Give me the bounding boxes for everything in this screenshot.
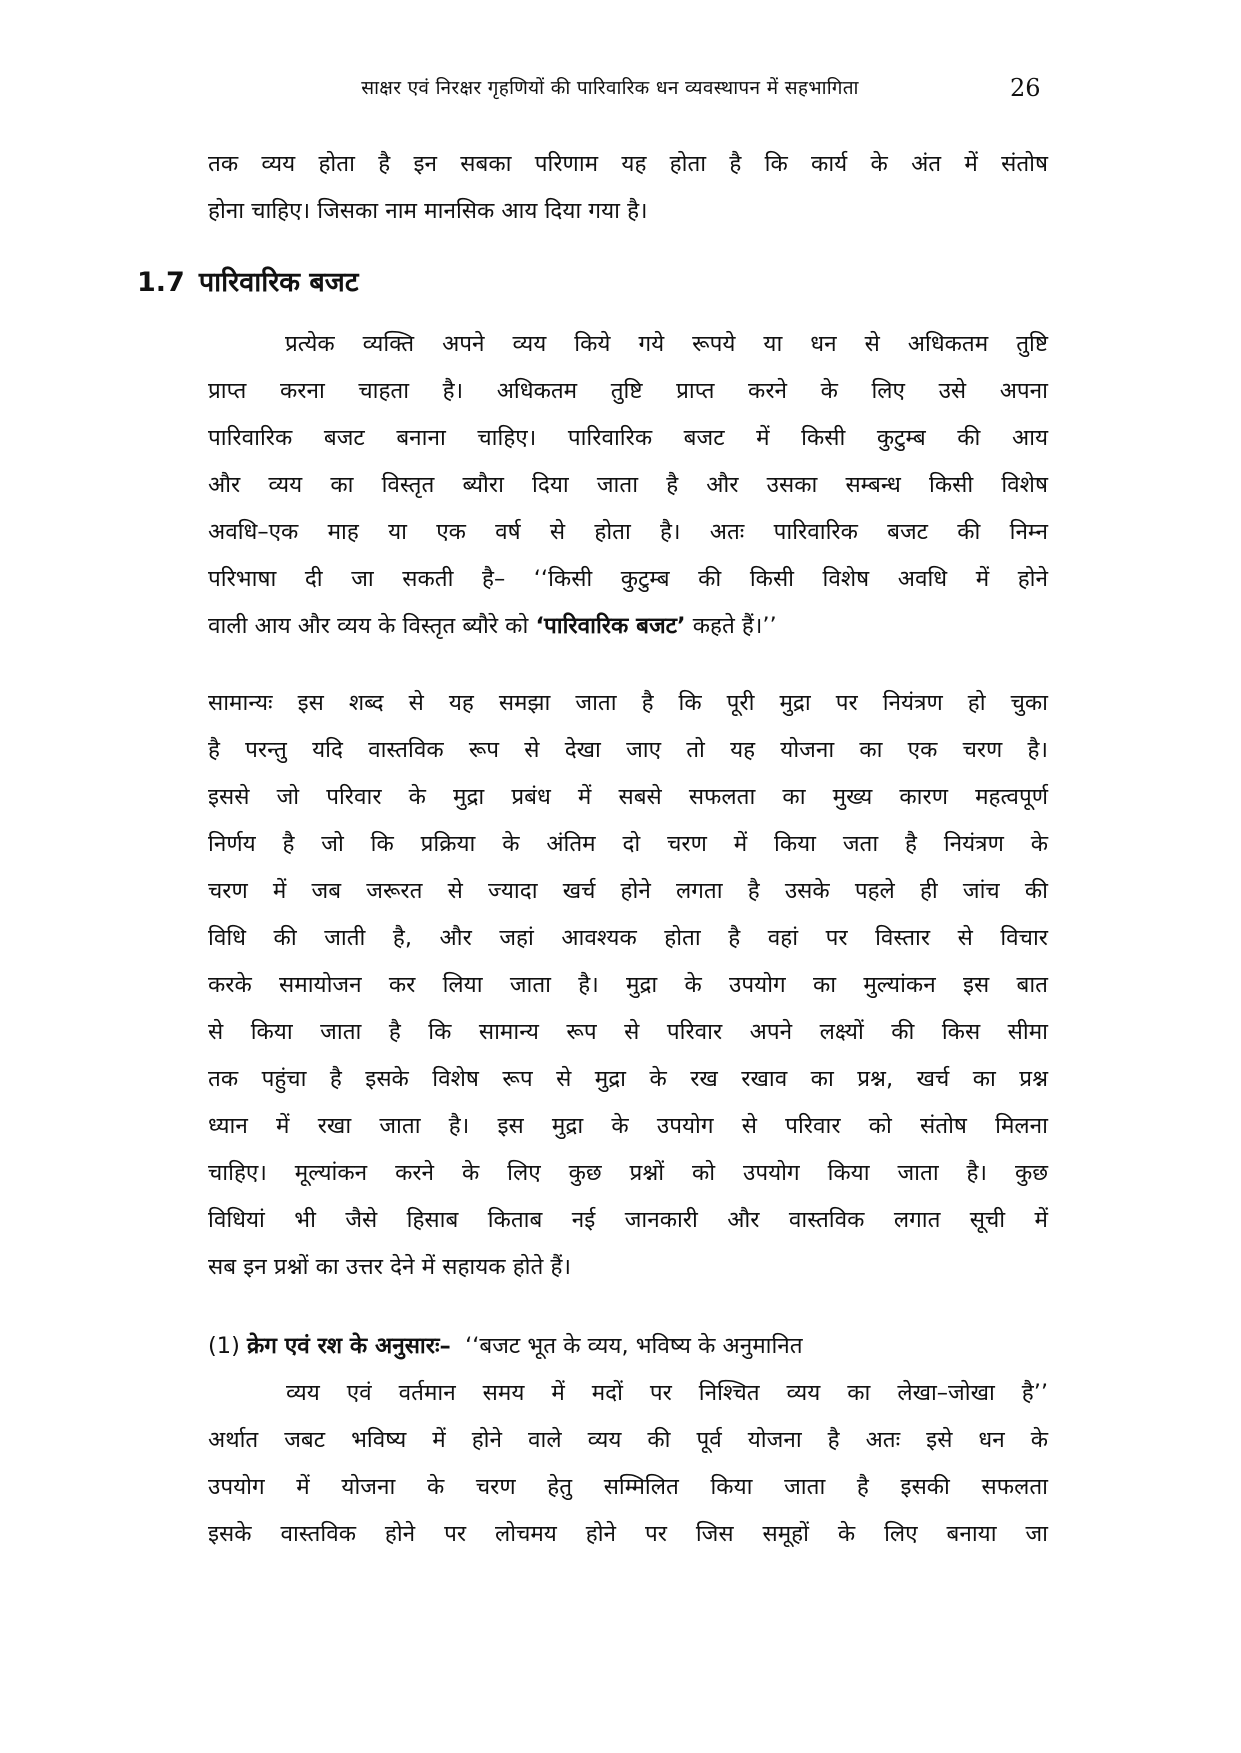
text-line: सामान्यः इस शब्द से यह समझा जाता है कि पूरी मुद्रा पर नियंत्रण हो चुका bbox=[208, 690, 1048, 716]
text-line: चरण में जब जरूरत से ज्यादा खर्च होने लगता है उसके पहले ही जांच की bbox=[208, 878, 1048, 904]
text-line: निर्णय है जो कि प्रक्रिया के अंतिम दो चरण में किया जता है नियंत्रण के bbox=[208, 831, 1048, 857]
text-line: ध्यान में रखा जाता है। इस मुद्रा के उपयोग से परिवार को संतोष मिलना bbox=[208, 1113, 1048, 1139]
text-line: अर्थात जबट भविष्य में होने वाले व्यय की पूर्व योजना है अतः इसे धन के bbox=[208, 1427, 1048, 1453]
text-span: कहते हैं।’’ bbox=[685, 613, 777, 639]
definition-quote: ‘‘बजट भूत के व्यय, भविष्य के अनुमानित bbox=[465, 1333, 803, 1359]
text-line: तक व्यय होता है इन सबका परिणाम यह होता है कि कार्य के अंत में संतोष bbox=[208, 151, 1048, 177]
text-line: पारिवारिक बजट बनाना चाहिए। पारिवारिक बजट में किसी कुटुम्ब की आय bbox=[208, 425, 1048, 451]
section-heading bbox=[137, 262, 358, 299]
text-line: होना चाहिए। जिसका नाम मानसिक आय दिया गया है। bbox=[208, 198, 648, 224]
page-number: 26 bbox=[1010, 74, 1041, 102]
text-line: प्राप्त करना चाहता है। अधिकतम तुष्टि प्राप्त करने के लिए उसे अपना bbox=[208, 378, 1048, 404]
text-line: तक पहुंचा है इसके विशेष रूप से मुद्रा के रख रखाव का प्रश्न, खर्च का प्रश्न bbox=[208, 1066, 1048, 1092]
text-line: है परन्तु यदि वास्तविक रूप से देखा जाए तो यह योजना का एक चरण है। bbox=[208, 737, 1048, 763]
text-line: विधि की जाती है, और जहां आवश्यक होता है वहां पर विस्तार से विचार bbox=[208, 925, 1048, 951]
section-title: पारिवारिक बजट bbox=[198, 267, 359, 298]
text-span: वाली आय और व्यय के विस्तृत ब्यौरे को bbox=[208, 613, 536, 639]
text-line: करके समायोजन कर लिया जाता है। मुद्रा के उपयोग का मुल्यांकन इस बात bbox=[208, 972, 1048, 998]
text-line: प्रत्येक व्यक्ति अपने व्यय किये गये रूपये या धन से अधिकतम तुष्टि bbox=[285, 331, 1048, 357]
definition-number: (1) bbox=[208, 1333, 240, 1359]
text-line: परिभाषा दी जा सकती है– ‘‘किसी कुटुम्ब की किसी विशेष अवधि में होने bbox=[208, 566, 1048, 592]
bold-term: ‘पारिवारिक बजट’ bbox=[535, 613, 686, 639]
text-line: से किया जाता है कि सामान्य रूप से परिवार अपने लक्ष्यों की किस सीमा bbox=[208, 1019, 1048, 1045]
text-line: अवधि–एक माह या एक वर्ष से होता है। अतः पारिवारिक बजट की निम्न bbox=[208, 519, 1048, 545]
text-line: सब इन प्रश्नों का उत्तर देने में सहायक होते हैं। bbox=[208, 1254, 571, 1280]
text-line: चाहिए। मूल्यांकन करने के लिए कुछ प्रश्नों को उपयोग किया जाता है। कुछ bbox=[208, 1160, 1048, 1186]
text-line: विधियां भी जैसे हिसाब किताब नई जानकारी और वास्तविक लगात सूची में bbox=[208, 1207, 1048, 1233]
definition-author: क्रेग एवं रश के अनुसारः– bbox=[247, 1333, 451, 1359]
running-header: साक्षर एवं निरक्षर गृहणियों की पारिवारिक धन व्यवस्थापन में सहभागिता bbox=[361, 77, 859, 99]
definition-line bbox=[208, 1330, 1048, 1362]
text-line bbox=[208, 610, 1048, 642]
text-line: इससे जो परिवार के मुद्रा प्रबंध में सबसे सफलता का मुख्य कारण महत्वपूर्ण bbox=[208, 784, 1048, 810]
text-line: व्यय एवं वर्तमान समय में मदों पर निश्चित व्यय का लेखा–जोखा है’’ bbox=[286, 1380, 1048, 1406]
text-line: इसके वास्तविक होने पर लोचमय होने पर जिस समूहों के लिए बनाया जा bbox=[208, 1521, 1048, 1547]
text-line: उपयोग में योजना के चरण हेतु सम्मिलित किया जाता है इसकी सफलता bbox=[208, 1474, 1048, 1500]
section-number: 1.7 bbox=[137, 267, 185, 298]
text-line: और व्यय का विस्तृत ब्यौरा दिया जाता है और उसका सम्बन्ध किसी विशेष bbox=[208, 472, 1048, 498]
